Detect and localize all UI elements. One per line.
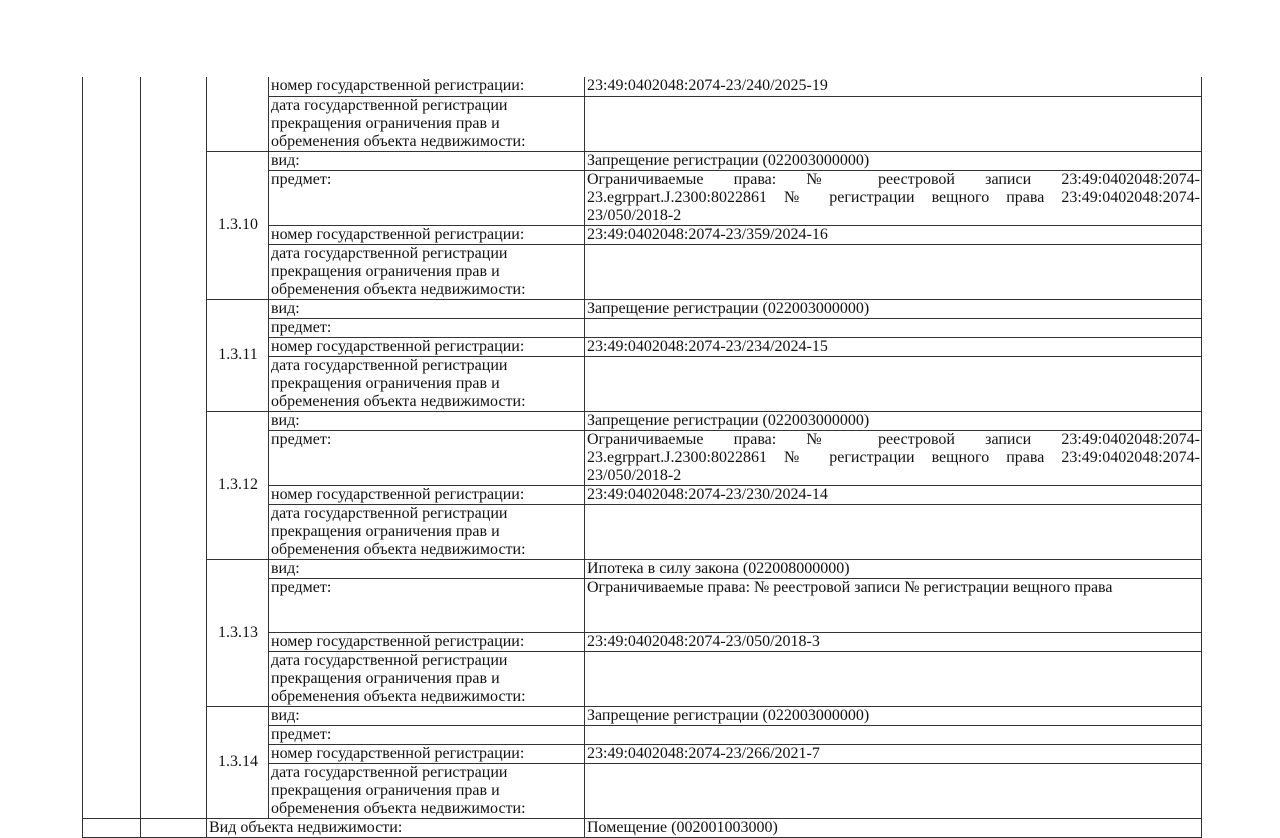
kind-label: вид: xyxy=(269,411,585,430)
subject-label: предмет: xyxy=(269,578,585,632)
termination-date-value xyxy=(585,96,1202,151)
kind-value: Запрещение регистрации (022003000000) xyxy=(585,706,1202,725)
registration-number-label: номер государственной регистрации: xyxy=(269,485,585,504)
registration-number-label: номер государственной регистрации: xyxy=(269,744,585,763)
kind-label: вид: xyxy=(269,559,585,578)
subject-label: предмет: xyxy=(269,170,585,225)
kind-value: Ипотека в силу закона (022008000000) xyxy=(585,559,1202,578)
registration-number-value: 23:49:0402048:2074-23/230/2024-14 xyxy=(585,485,1202,504)
subject-label: предмет: xyxy=(269,430,585,485)
registration-number-value: 23:49:0402048:2074-23/050/2018-3 xyxy=(585,632,1202,651)
record-number-cell: 1.3.14 xyxy=(207,706,269,818)
termination-date-label: дата государственной регистрации прекращения ограничения прав и обременения объекта недвижимости: xyxy=(269,244,585,299)
subject-value: Ограничиваемые права: № реестровой записи 23:49:0402048:2074-23.egrppart.J.2300:8022861 № регистрации вещного права 23:49:0402048:2074-23/050/2018-2 xyxy=(585,170,1202,225)
registration-number-value: 23:49:0402048:2074-23/359/2024-16 xyxy=(585,225,1202,244)
subject-value xyxy=(585,318,1202,337)
termination-date-value xyxy=(585,651,1202,706)
encumbrances-table xyxy=(82,77,1202,838)
registration-number-value: 23:49:0402048:2074-23/240/2025-19 xyxy=(585,77,1202,96)
kind-label: вид: xyxy=(269,706,585,725)
record-number-cell xyxy=(207,77,269,151)
record-number-cell: 1.3.11 xyxy=(207,299,269,411)
table-row xyxy=(83,299,1202,318)
subject-value xyxy=(585,725,1202,744)
termination-date-label: дата государственной регистрации прекращения ограничения прав и обременения объекта недвижимости: xyxy=(269,504,585,559)
object-type-label: Вид объекта недвижимости: xyxy=(207,818,585,837)
registration-number-label: номер государственной регистрации: xyxy=(269,632,585,651)
record-number-cell: 1.3.12 xyxy=(207,411,269,559)
termination-date-label: дата государственной регистрации прекращения ограничения прав и обременения объекта недвижимости: xyxy=(269,96,585,151)
registration-number-value: 23:49:0402048:2074-23/234/2024-15 xyxy=(585,337,1202,356)
subject-label: предмет: xyxy=(269,725,585,744)
kind-label: вид: xyxy=(269,299,585,318)
registration-number-label: номер государственной регистрации: xyxy=(269,77,585,96)
outer-column-1 xyxy=(83,77,141,818)
table-row xyxy=(83,77,1202,96)
record-number-cell: 1.3.13 xyxy=(207,559,269,706)
termination-date-value xyxy=(585,244,1202,299)
subject-value: Ограничиваемые права: № реестровой записи 23:49:0402048:2074-23.egrppart.J.2300:8022861 № регистрации вещного права 23:49:0402048:2074-23/050/2018-2 xyxy=(585,430,1202,485)
kind-value: Запрещение регистрации (022003000000) xyxy=(585,411,1202,430)
record-number-cell: 1.3.10 xyxy=(207,151,269,299)
outer-column-2 xyxy=(141,77,207,818)
table-row xyxy=(83,818,1202,837)
registration-number-label: номер государственной регистрации: xyxy=(269,225,585,244)
termination-date-value xyxy=(585,356,1202,411)
kind-label: вид: xyxy=(269,151,585,170)
kind-value: Запрещение регистрации (022003000000) xyxy=(585,299,1202,318)
table-row xyxy=(83,151,1202,170)
termination-date-label: дата государственной регистрации прекращения ограничения прав и обременения объекта недвижимости: xyxy=(269,651,585,706)
table-row xyxy=(83,706,1202,725)
outer-column-2 xyxy=(141,818,207,837)
registration-number-value: 23:49:0402048:2074-23/266/2021-7 xyxy=(585,744,1202,763)
termination-date-value xyxy=(585,763,1202,818)
termination-date-value xyxy=(585,504,1202,559)
outer-column-1 xyxy=(83,818,141,837)
object-type-value: Помещение (002001003000) xyxy=(585,818,1202,837)
table-row xyxy=(83,411,1202,430)
subject-label: предмет: xyxy=(269,318,585,337)
kind-value: Запрещение регистрации (022003000000) xyxy=(585,151,1202,170)
table-row xyxy=(83,559,1202,578)
subject-value: Ограничиваемые права: № реестровой записи № регистрации вещного права xyxy=(585,578,1202,632)
termination-date-label: дата государственной регистрации прекращения ограничения прав и обременения объекта недвижимости: xyxy=(269,763,585,818)
registration-number-label: номер государственной регистрации: xyxy=(269,337,585,356)
termination-date-label: дата государственной регистрации прекращения ограничения прав и обременения объекта недвижимости: xyxy=(269,356,585,411)
